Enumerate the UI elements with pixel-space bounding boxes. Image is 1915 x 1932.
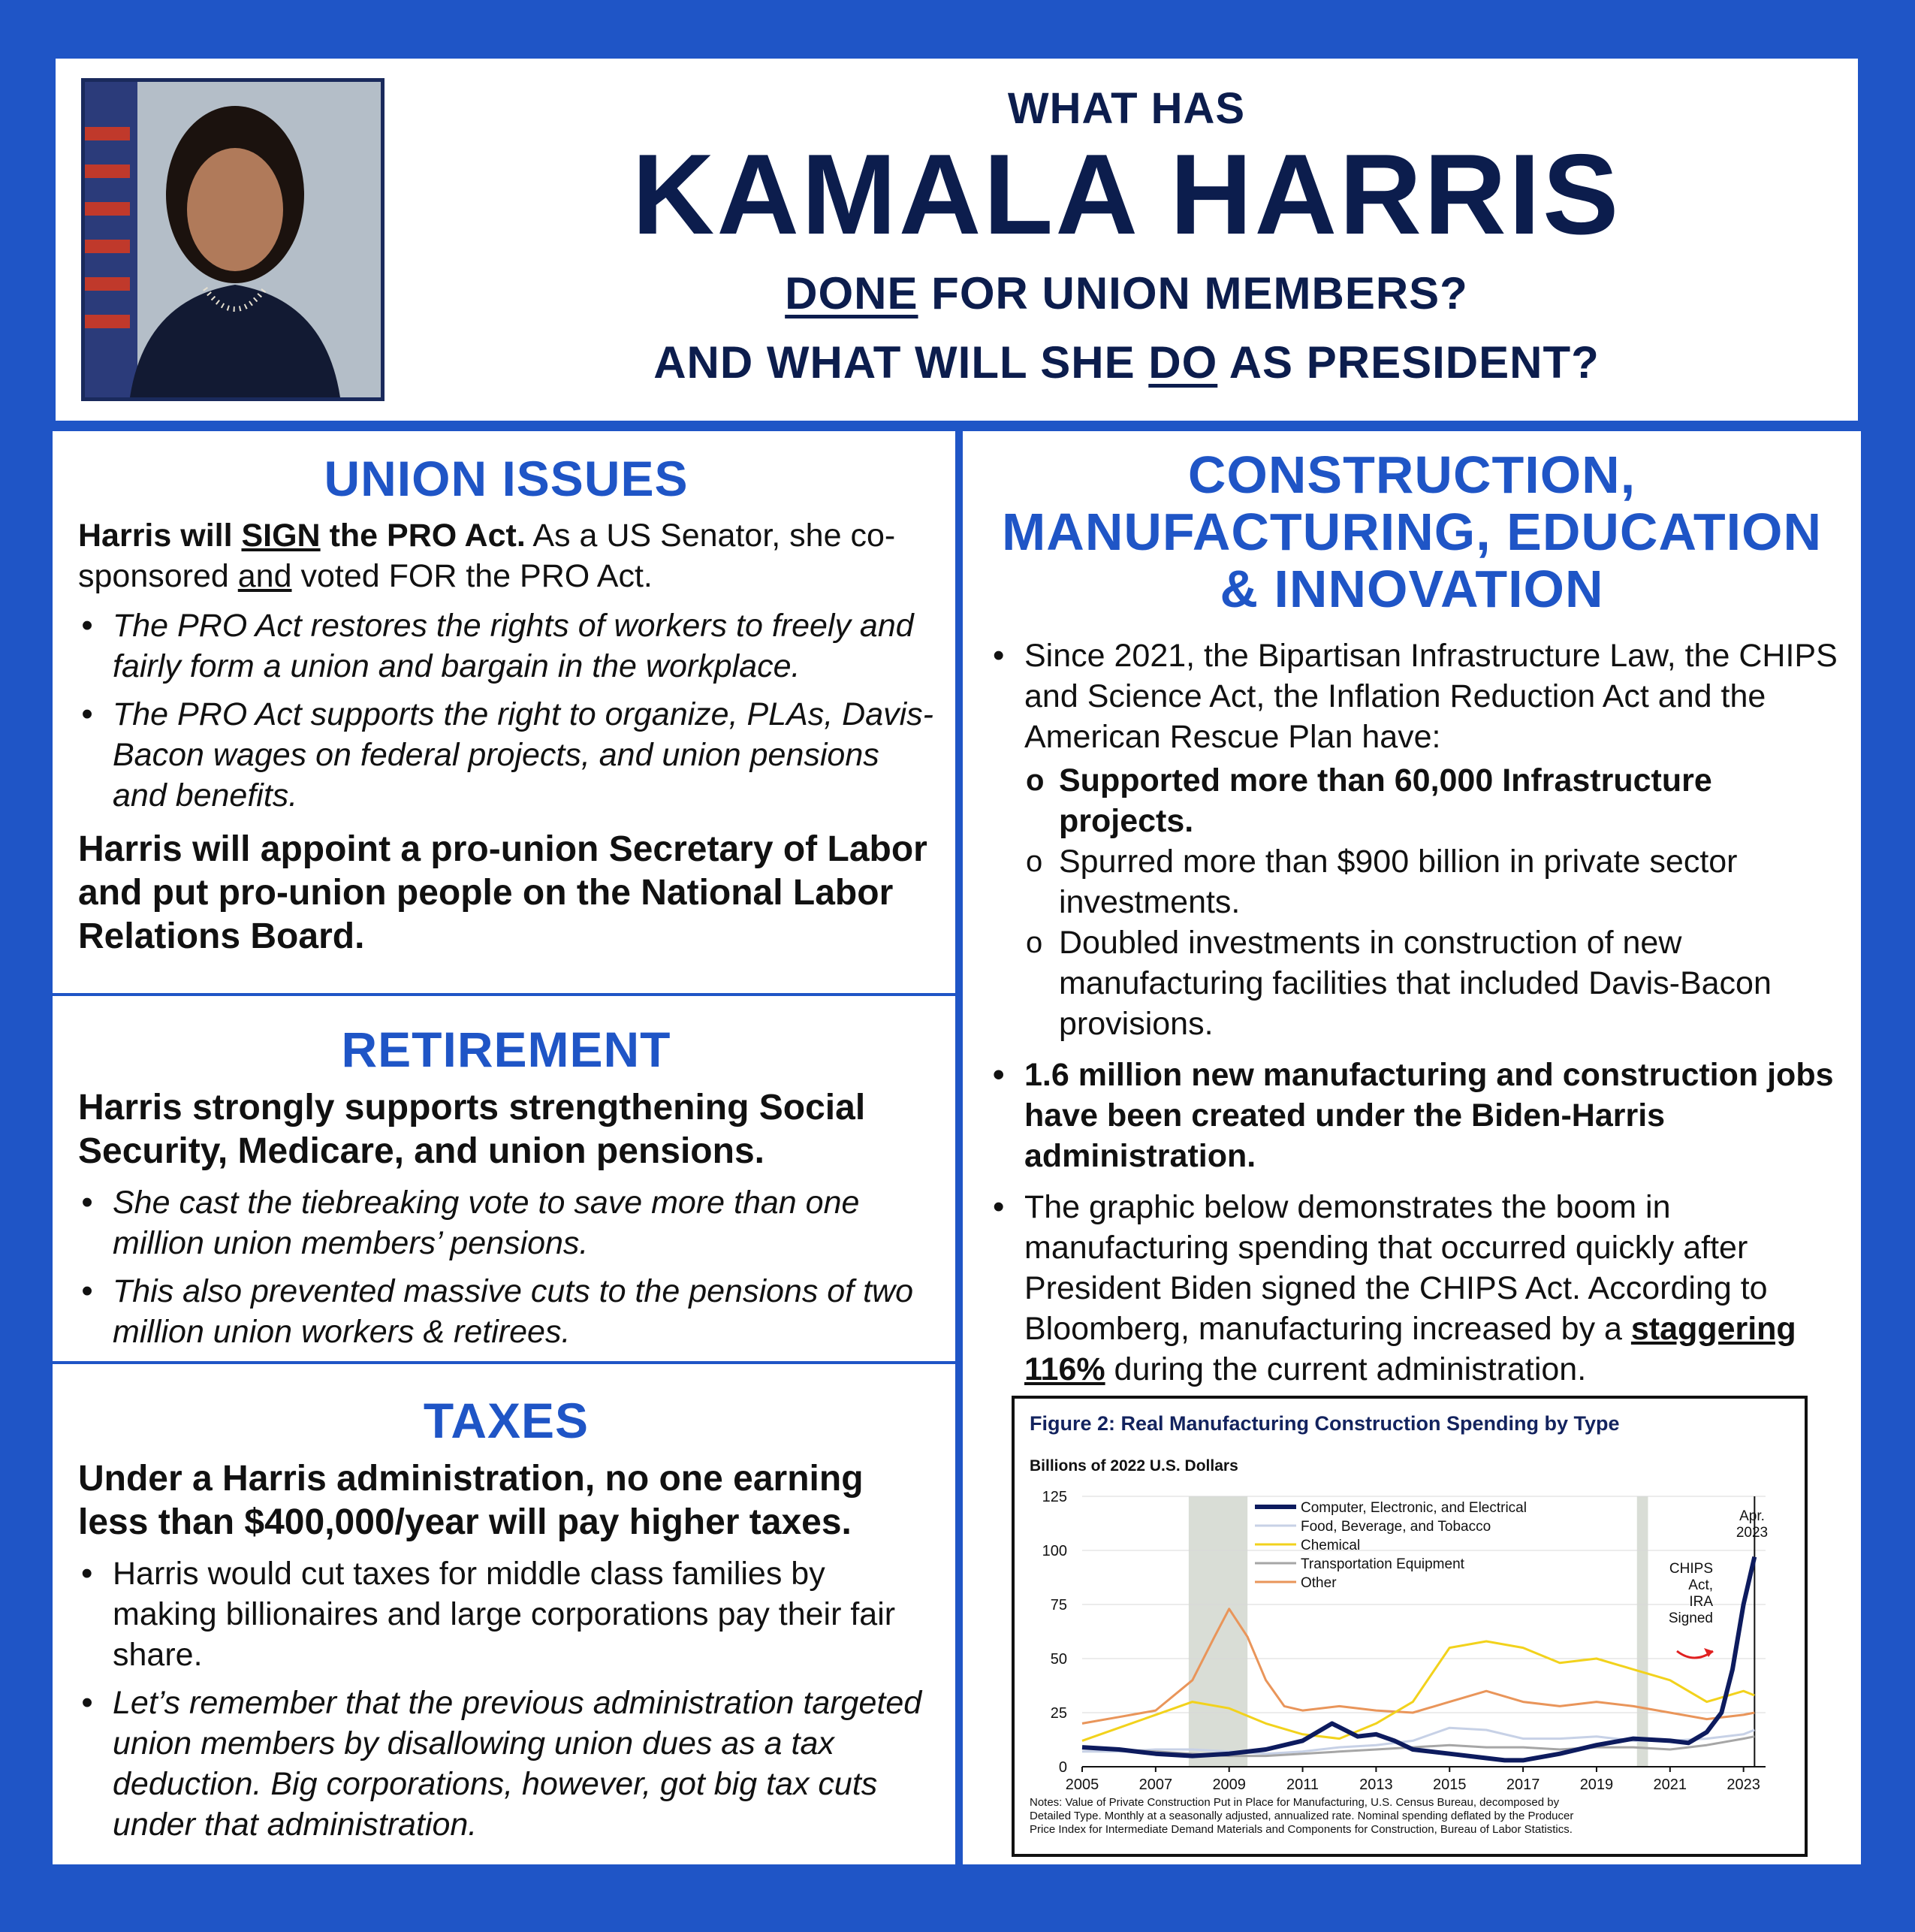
chart-annotation-apr: Apr. 2023 <box>1736 1508 1769 1541</box>
construction-title-line-2: MANUFACTURING, EDUCATION <box>1001 503 1823 561</box>
series-line <box>1082 1641 1754 1740</box>
x-tick-label: 2021 <box>1653 1777 1687 1793</box>
union-bullets <box>78 605 934 816</box>
retirement-section <box>78 1016 934 1352</box>
union-issues-section <box>78 446 934 958</box>
header-name: KAMALA HARRIS <box>632 131 1621 258</box>
list-item <box>990 635 1847 1044</box>
construction-bullet-1: Since 2021, the Bipartisan Infrastructure Law, the CHIPS and Science Act, the Inflation Reduction Act and the American Rescue Plan have: <box>1024 638 1838 755</box>
header-line-1: WHAT HAS <box>1007 84 1246 133</box>
chart-notes-line-3: Price Index for Intermediate Demand Materials and Components for Construction, Bureau of Labor Statistics. <box>1030 1823 1573 1836</box>
y-tick-label: 25 <box>1050 1705 1067 1722</box>
union-intro-and: and <box>237 558 292 594</box>
chart-plot-area <box>1042 1489 1769 1793</box>
header-line-3-rest: FOR UNION MEMBERS? <box>918 268 1468 318</box>
construction-title-line-3: & INNOVATION <box>1220 560 1604 618</box>
list-item: o Doubled investments in construction of new manufacturing facilities that included Davis-Bacon provisions. <box>1024 922 1847 1044</box>
union-issues-title: UNION ISSUES <box>324 451 689 506</box>
list-item: • 1.6 million new manufacturing and construction jobs have been created under the Biden-Harris administration. <box>990 1055 1847 1176</box>
retirement-title: RETIREMENT <box>341 1022 671 1077</box>
y-tick-label: 125 <box>1042 1489 1067 1505</box>
portrait-photo <box>81 78 385 401</box>
construction-bullets <box>976 635 1847 1390</box>
chart-title: Figure 2: Real Manufacturing Construction Spending by Type <box>1030 1412 1620 1435</box>
list-item: • This also prevented massive cuts to the pensions of two million union workers & retirees. <box>78 1271 934 1352</box>
chart-subtitle: Billions of 2022 U.S. Dollars <box>1030 1457 1238 1475</box>
construction-title-line-1: CONSTRUCTION, <box>1187 445 1636 504</box>
list-item: o Supported more than 60,000 Infrastructure projects. <box>1024 760 1847 841</box>
header-title-block <box>421 81 1832 394</box>
list-item: o Spurred more than $900 billion in private sector investments. <box>1024 841 1847 922</box>
union-intro-rest-a: As a US Senator, she co-sponsored <box>78 518 896 594</box>
construction-title <box>976 446 1847 617</box>
union-intro <box>78 515 934 596</box>
chart-notes-line-2: Detailed Type. Monthly at a seasonally adjusted, annualized rate. Nominal spending deflated by the Producer <box>1030 1810 1574 1822</box>
list-item: • The PRO Act restores the rights of workers to freely and fairly form a union and bargain in the workplace. <box>78 605 934 687</box>
legend-label: Chemical <box>1301 1538 1361 1553</box>
legend-label: Transportation Equipment <box>1301 1556 1464 1572</box>
header-line-4-b: AS PRESIDENT? <box>1217 337 1600 388</box>
construction-sub-bullets <box>1024 760 1847 1044</box>
x-tick-label: 2011 <box>1286 1777 1319 1793</box>
list-item: • Harris would cut taxes for middle class families by making billionaires and large corporations pay their fair share. <box>78 1553 934 1675</box>
retirement-statement: Harris strongly supports strengthening Social Security, Medicare, and union pensions. <box>78 1088 866 1171</box>
legend-label: Food, Beverage, and Tobacco <box>1301 1519 1491 1535</box>
y-tick-label: 100 <box>1042 1543 1067 1559</box>
x-tick-label: 2013 <box>1359 1777 1393 1793</box>
y-tick-label: 50 <box>1050 1651 1067 1668</box>
recession-band <box>1637 1496 1648 1767</box>
taxes-statement: Under a Harris administration, no one earning less than $400,000/year will pay higher taxes. <box>78 1459 864 1542</box>
x-tick-label: 2017 <box>1506 1777 1540 1793</box>
section-divider <box>53 993 955 996</box>
union-intro-bold-a: Harris will <box>78 518 242 554</box>
portrait-image <box>85 82 381 397</box>
construction-section <box>976 446 1847 1390</box>
manufacturing-chart <box>1012 1396 1808 1857</box>
union-intro-bold-b: the PRO Act. <box>320 518 526 554</box>
section-divider <box>53 1361 955 1364</box>
header-do-underlined: DO <box>1148 337 1218 388</box>
x-tick-label: 2015 <box>1432 1777 1467 1793</box>
y-tick-label: 0 <box>1058 1759 1067 1776</box>
union-intro-sign: SIGN <box>241 518 321 554</box>
list-item: • Let’s remember that the previous administration targeted union members by disallowing union dues as a tax deduction. Big corporations, however, got big tax cuts under that administration. <box>78 1683 934 1845</box>
legend-label: Other <box>1301 1575 1337 1591</box>
header-done-underlined: DONE <box>785 268 918 318</box>
header-line-4 <box>421 332 1832 394</box>
staggering-116-highlight: staggering 116% <box>1024 1311 1796 1387</box>
list-item: • The PRO Act supports the right to organize, PLAs, Davis-Bacon wages on federal projects, and union pensions and benefits. <box>78 694 934 816</box>
x-tick-label: 2009 <box>1212 1777 1246 1793</box>
retirement-bullets <box>78 1182 934 1352</box>
legend-label: Computer, Electronic, and Electrical <box>1301 1500 1527 1516</box>
x-tick-label: 2005 <box>1065 1777 1099 1793</box>
list-item <box>990 1187 1847 1390</box>
y-tick-label: 75 <box>1050 1597 1067 1614</box>
taxes-section <box>78 1387 934 1845</box>
construction-bullet-3-a: The graphic below demonstrates the boom in manufacturing spending that occurred quickly after President Biden signed the CHIPS Act. According to Bloomberg, manufacturing increased by a <box>1024 1189 1768 1347</box>
list-item: • She cast the tiebreaking vote to save more than one million union members’ pensions. <box>78 1182 934 1263</box>
taxes-bullets <box>78 1553 934 1845</box>
taxes-title: TAXES <box>423 1393 590 1448</box>
x-tick-label: 2019 <box>1579 1777 1614 1793</box>
x-tick-label: 2023 <box>1727 1777 1760 1793</box>
chart-svg <box>1015 1399 1805 1854</box>
union-secretary-statement: Harris will appoint a pro-union Secretary of Labor and put pro-union people on the National Labor Relations Board. <box>78 829 927 956</box>
header-line-3 <box>421 263 1832 325</box>
header-line-4-a: AND WHAT WILL SHE <box>653 337 1149 388</box>
chart-notes-line-1: Notes: Value of Private Construction Put in Place for Manufacturing, U.S. Census Bureau, decomposed by <box>1030 1796 1560 1809</box>
x-tick-label: 2007 <box>1138 1777 1173 1793</box>
chart-annotation-chips: CHIPS Act, IRA Signed <box>1668 1561 1713 1626</box>
union-intro-rest-b: voted FOR the PRO Act. <box>291 558 653 594</box>
construction-bullet-3-b: during the current administration. <box>1105 1351 1587 1387</box>
